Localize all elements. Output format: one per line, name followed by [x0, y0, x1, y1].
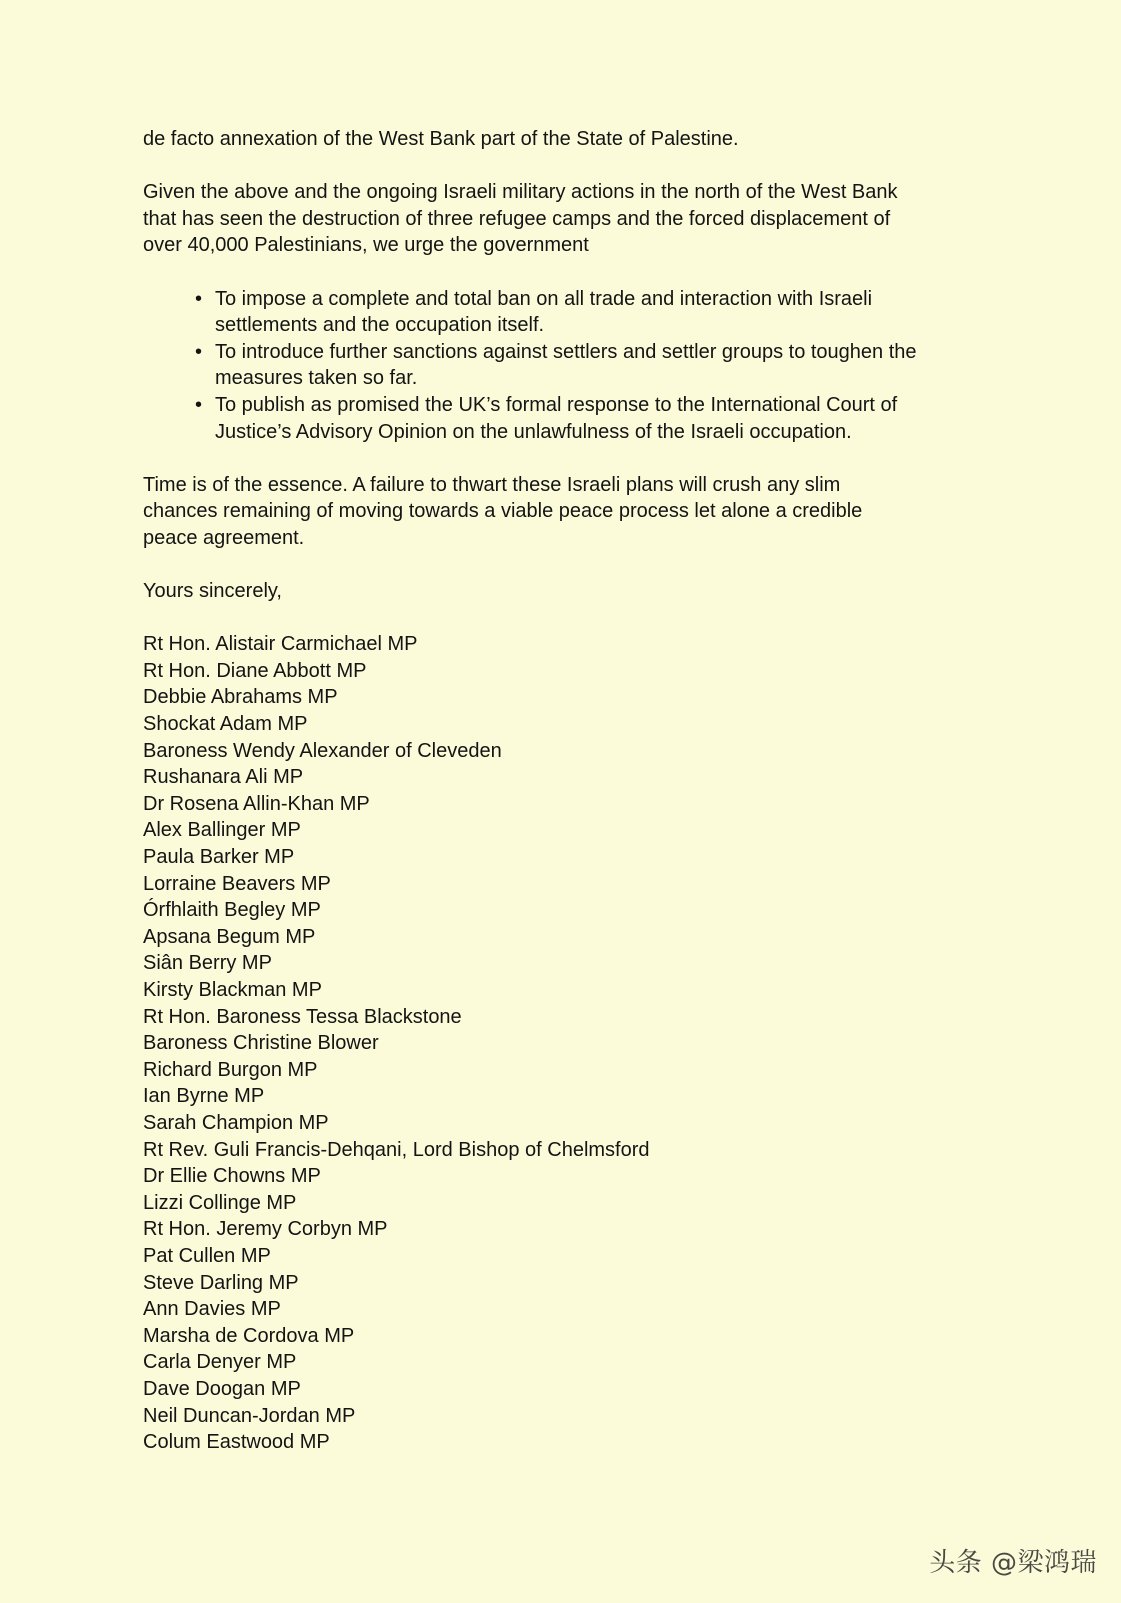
signatory: Dr Ellie Chowns MP: [143, 1165, 321, 1188]
opening-line: de facto annexation of the West Bank part of the State of Palestine.: [143, 128, 739, 150]
signatory: Richard Burgon MP: [143, 1058, 318, 1081]
signatory: Pat Cullen MP: [143, 1244, 271, 1267]
letter-body: [143, 126, 983, 1456]
watermark: 头条 @梁鸿瑞: [929, 1548, 1097, 1578]
signatory: Colum Eastwood MP: [143, 1431, 330, 1454]
signatory: Rt Hon. Alistair Carmichael MP: [143, 633, 418, 656]
signatory: Rushanara Ali MP: [143, 766, 304, 789]
bullet-icon: •: [195, 287, 203, 310]
list-item: [195, 392, 983, 445]
signatory: Baroness Wendy Alexander of Cleveden: [143, 739, 502, 762]
paragraph-gap: [143, 552, 983, 579]
paragraph-gap: [143, 445, 983, 472]
signatory: Marsha de Cordova MP: [143, 1324, 355, 1347]
signatory: Rt Hon. Diane Abbott MP: [143, 659, 367, 682]
paragraph-given: Given the above and the ongoing Israeli military actions in the north of the West Bank that has seen the destruction of three refugee camps and the forced displacement of over 40,000 Palestinians, we urge the government: [143, 181, 898, 257]
signatory: Lizzi Collinge MP: [143, 1191, 297, 1214]
list-item: [195, 286, 983, 339]
signatory: Alex Ballinger MP: [143, 819, 301, 842]
demand-text: To impose a complete and total ban on all trade and interaction with Israeli settlements and the occupation itself.: [215, 287, 873, 337]
signatory: Rt Hon. Jeremy Corbyn MP: [143, 1218, 388, 1241]
signatory: Debbie Abrahams MP: [143, 686, 338, 709]
signatory: Steve Darling MP: [143, 1271, 299, 1294]
signatory: Siân Berry MP: [143, 952, 272, 975]
demand-text: To publish as promised the UK’s formal response to the International Court of Justice’s Advisory Opinion on the unlawfulness of the Israeli occupation.: [215, 393, 898, 443]
paragraph-gap: [143, 605, 983, 632]
signatory: Baroness Christine Blower: [143, 1032, 379, 1055]
signatory: Apsana Begum MP: [143, 925, 316, 948]
signatory: Órfhlaith Begley MP: [143, 899, 321, 922]
signatory: Sarah Champion MP: [143, 1111, 329, 1134]
demand-text: To introduce further sanctions against settlers and settler groups to toughen the measures taken so far.: [215, 340, 917, 390]
paragraph-time: Time is of the essence. A failure to thwart these Israeli plans will crush any slim chances remaining of moving towards a viable peace process let alone a credible peace agreement.: [143, 473, 863, 549]
signatory: Kirsty Blackman MP: [143, 979, 322, 1001]
bullet-icon: •: [195, 340, 203, 363]
bullet-icon: •: [195, 393, 203, 416]
signatory: Ann Davies MP: [143, 1298, 281, 1321]
demands-list: [143, 286, 983, 446]
signatory: Shockat Adam MP: [143, 713, 308, 736]
signatory: Paula Barker MP: [143, 846, 295, 869]
closing-salutation: Yours sincerely,: [143, 580, 282, 603]
signatories-list: [143, 631, 983, 1455]
signatory: Lorraine Beavers MP: [143, 872, 331, 895]
signatory: Ian Byrne MP: [143, 1085, 265, 1108]
signatory: Dave Doogan MP: [143, 1377, 301, 1400]
signatory: Neil Duncan-Jordan MP: [143, 1404, 356, 1427]
list-item: [195, 339, 983, 392]
signatory: Dr Rosena Allin-Khan MP: [143, 792, 370, 815]
signatory: Rt Rev. Guli Francis-Dehqani, Lord Bishop of Chelmsford: [143, 1138, 650, 1161]
signatory: Rt Hon. Baroness Tessa Blackstone: [143, 1005, 462, 1028]
signatory: Carla Denyer MP: [143, 1351, 297, 1374]
paragraph-gap: [143, 259, 983, 286]
paragraph-gap: [143, 153, 983, 180]
